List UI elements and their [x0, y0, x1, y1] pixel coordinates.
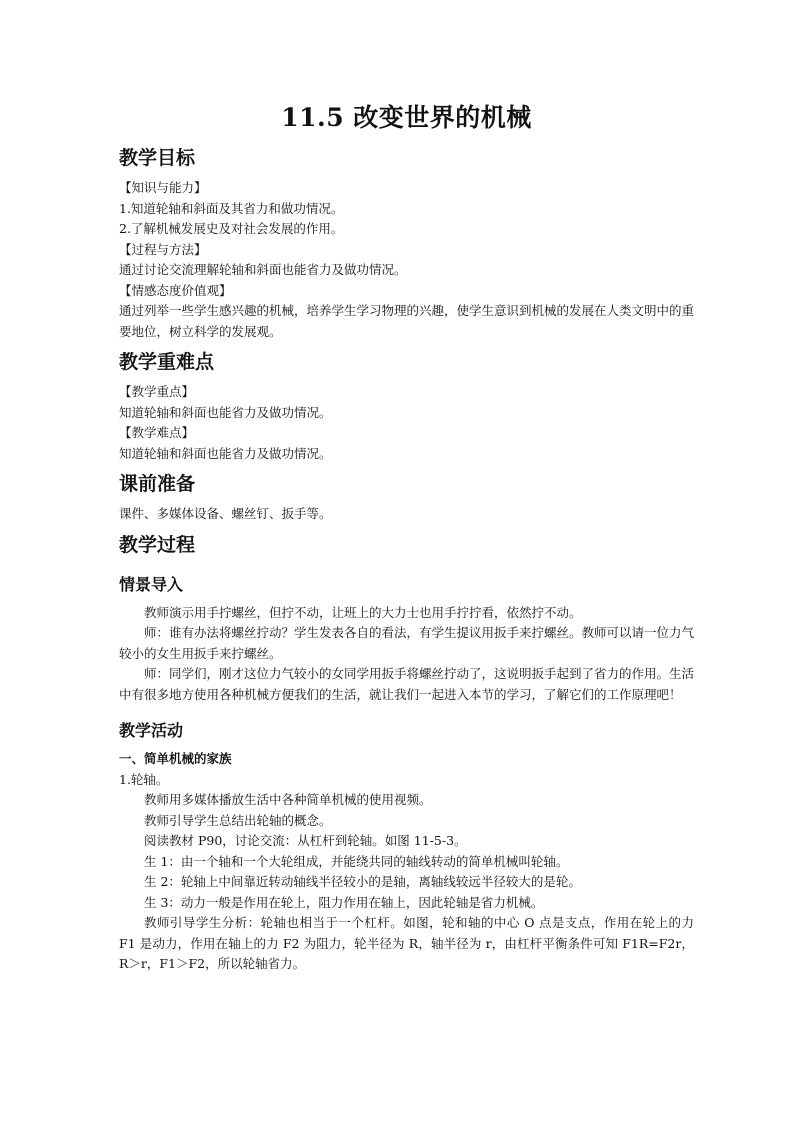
difficulty-label: 【教学难点】 [119, 425, 195, 440]
emotion-item: 通过列举一些学生感兴趣的机械，培养学生学习物理的兴趣，使学生意识到机械的发展在人类文明中的重要地位，树立科学的发展观。 [119, 303, 695, 339]
activity-line-5: 生 2：轮轴上中间靠近转动轴线半径较小的是轴，离轴线较远半径较大的是轮。 [144, 874, 581, 889]
activity-line-4: 生 1：由一个轴和一个大轮组成，并能绕共同的轴线转动的简单机械叫轮轴。 [144, 853, 569, 869]
intro-paragraph-2: 师：谁有办法将螺丝拧动？学生发表各自的看法，有学生提议用扳手来拧螺丝。教师可以请一位力气较小的女生用扳手来拧螺丝。 [119, 625, 695, 661]
activity-line-6: 生 3：动力一般是作用在轮上，阻力作用在轴上，因此轮轴是省力机械。 [144, 894, 544, 910]
document-body [119, 100, 694, 975]
preparation-text: 课件、多媒体设备、螺丝钉、扳手等。 [119, 506, 332, 521]
difficulty-item: 知道轮轴和斜面也能省力及做功情况。 [119, 445, 332, 461]
intro-paragraph-1: 教师演示用手拧螺丝，但拧不动，让班上的大力士也用手拧拧看，依然拧不动。 [144, 604, 582, 620]
section-heading-process: 教学过程 [119, 533, 196, 556]
section-heading-preparation: 课前准备 [119, 473, 196, 495]
activity-line-3: 阅读教材 P90，讨论交流：从杠杆到轮轴。如图 11-5-3。 [144, 833, 467, 848]
activity-line-7: 教师引导学生分析：轮轴也相当于一个杠杆。如图，轮和轴的中心 O 点是支点，作用在轮上的力 F1 是动力，作用在轴上的力 F2 为阻力，轮半径为 R，轴半径为 r，由杠杆平衡条件可知 F1R=F2r，R＞r，F1＞F2，所以轮轴省力。 [119, 915, 694, 971]
process-method-label: 【过程与方法】 [119, 241, 207, 257]
activity-line-1: 教师用多媒体播放生活中各种简单机械的使用视频。 [144, 792, 432, 807]
section-heading-goals: 教学目标 [119, 147, 196, 169]
subsection-heading-intro: 情景导入 [119, 574, 184, 594]
activity-line-2: 教师引导学生总结出轮轴的概念。 [144, 812, 332, 828]
document-title: 11.5 改变世界的机械 [281, 103, 532, 132]
subsection-heading-activity: 教学活动 [119, 721, 184, 740]
activity-part-1-title: 一、简单机械的家族 [119, 751, 232, 766]
emotion-label: 【情感态度价值观】 [119, 282, 232, 298]
process-method-item: 通过讨论交流理解轮轴和斜面也能省力及做功情况。 [119, 262, 407, 277]
knowledge-item-2: 2.了解机械发展史及对社会发展的作用。 [119, 221, 344, 236]
knowledge-label: 【知识与能力】 [119, 180, 207, 195]
section-heading-key-points: 教学重难点 [119, 351, 215, 373]
focus-label: 【教学重点】 [119, 384, 195, 399]
intro-paragraph-3: 师：同学们，刚才这位力气较小的女同学用扳手将螺丝拧动了，这说明扳手起到了省力的作用。生活中有很多地方使用各种机械方便我们的生活，就让我们一起进入本节的学习，了解它们的工作原理吧！ [119, 666, 695, 702]
focus-item: 知道轮轴和斜面也能省力及做功情况。 [119, 404, 332, 420]
knowledge-item-1: 1.知道轮轴和斜面及其省力和做功情况。 [119, 200, 344, 216]
activity-item-1: 1.轮轴。 [119, 771, 169, 787]
